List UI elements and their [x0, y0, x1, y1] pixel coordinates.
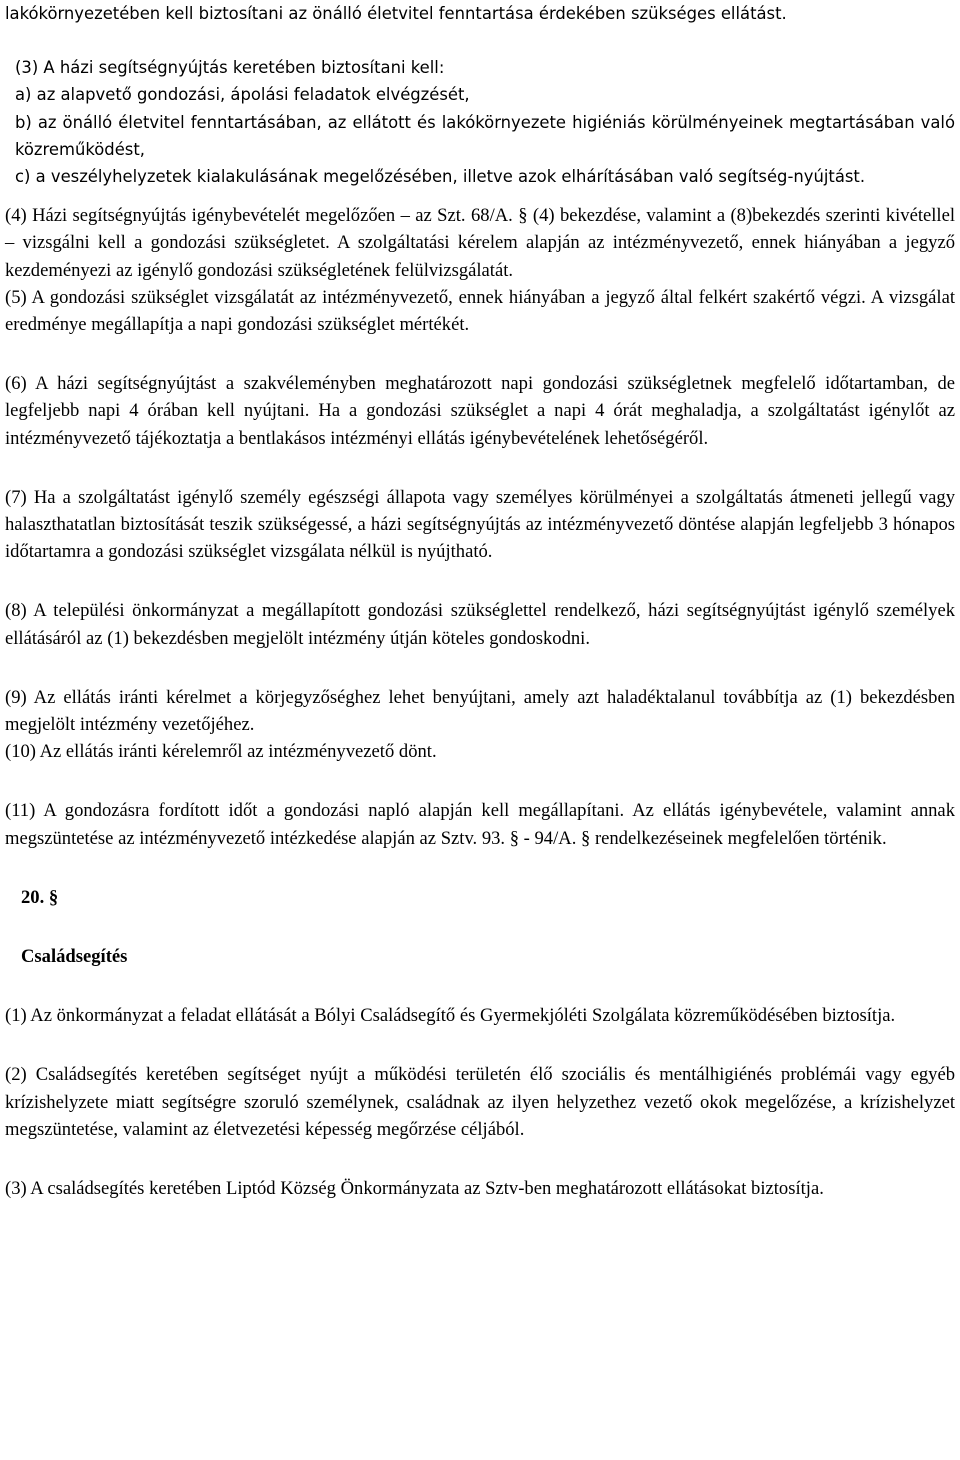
document-page [5, 0, 955, 1202]
section-paragraph-1: (1) Az önkormányzat a feladat ellátását a Bólyi Családsegítő és Gyermekjóléti Szolgálata közreműködésében biztosítja. [5, 1005, 896, 1027]
paragraph-9: (9) Az ellátás iránti kérelmet a körjegyzőséghez lehet benyújtani, amely azt haladéktalanul továbbítja az (1) bekezdésben megjelölt intézmény vezetőjéhez. [5, 686, 955, 736]
block-3-item-a: a) az alapvető gondozási, ápolási feladatok elvégzését, [15, 85, 470, 105]
block-3 [5, 54, 955, 190]
section-paragraph-2: (2) Családsegítés keretében segítséget nyújt a működési területén élő szociális és mentálhigiénés problémái vagy egyéb krízishelyzete miatt segítségre szoruló személynek, családnak az ilyen helyzethez vezető okok megelőzése, a krízishelyzet megszüntetése, valamint az életvezetési képesség megőrzése céljából. [5, 1064, 955, 1140]
paragraph-7: (7) Ha a szolgáltatást igénylő személy egészségi állapota vagy személyes körülményei a szolgáltatás átmeneti jellegű vagy halaszthatatlan biztosítását teszik szükségessé, a házi segítségnyújtás az intézményvezető döntése alapján legfeljebb 3 hónapos időtartamra a gondozási szükséglet vizsgálata nélkül is nyújtható. [5, 486, 955, 563]
paragraph-6: (6) A házi segítségnyújtást a szakvéleményben meghatározott napi gondozási szükségletnek megfelelő időtartamban, de legfeljebb napi 4 órában kell nyújtani. Ha a gondozási szükséglet a napi 4 órát meghaladja, a szolgáltatást igénylőt az intézményvezető tájékoztatja a bentlakásos intézményi ellátás igénybevételének lehetőségéről. [5, 373, 955, 449]
top-line: lakókörnyezetében kell biztosítani az önálló életvitel fenntartása érdekében szükséges ellátást. [5, 4, 787, 23]
paragraph-4: (4) Házi segítségnyújtás igénybevételét megelőzően – az Szt. 68/A. § (4) bekezdése, valamint a (8)bekezdés szerinti kivétellel – vizsgálni kell a gondozási szükségletet. A szolgáltatási kérelem alapján az intézményvezető, ennek hiányában a jegyző kezdeményezi az igénylő gondozási szükségletének felülvizsgálatát. [5, 205, 955, 281]
section-number: 20. § [21, 886, 59, 908]
section-paragraph-3: (3) A családsegítés keretében Liptód Község Önkormányzata az Sztv-ben meghatározott ellátásokat biztosítja. [5, 1178, 824, 1200]
block-3-item-b: b) az önálló életvitel fenntartásában, az ellátott és lakókörnyezete higiéniás körülményeinek megtartásában való közreműködést, [15, 112, 955, 159]
paragraph-10: (10) Az ellátás iránti kérelemről az intézményvezető dönt. [5, 741, 437, 763]
paragraph-8: (8) A települési önkormányzat a megállapított gondozási szükséglettel rendelkező, házi segítségnyújtást igénylő személyek ellátásáról az (1) bekezdésben megjelölt intézmény útján köteles gondoskodni. [5, 600, 955, 649]
section-title: Családsegítés [21, 946, 128, 968]
block-3-item-c: c) a veszélyhelyzetek kialakulásának megelőzésében, illetve azok elhárításában való segítség-nyújtást. [15, 167, 866, 187]
paragraph-5: (5) A gondozási szükséglet vizsgálatát az intézményvezető, ennek hiányában a jegyző által felkért szakértő végzi. A vizsgálat eredménye megállapítja a napi gondozási szükséglet mértékét. [5, 286, 955, 336]
paragraph-11: (11) A gondozásra fordított időt a gondozási napló alapján kell megállapítani. Az ellátás igénybevétele, valamint annak megszüntetése az intézményvezető intézkedése alapján az Sztv. 93. § - 94/A. § rendelkezéseinek megfelelően történik. [5, 800, 955, 849]
block-3-intro: (3) A házi segítségnyújtás keretében biztosítani kell: [15, 58, 445, 78]
